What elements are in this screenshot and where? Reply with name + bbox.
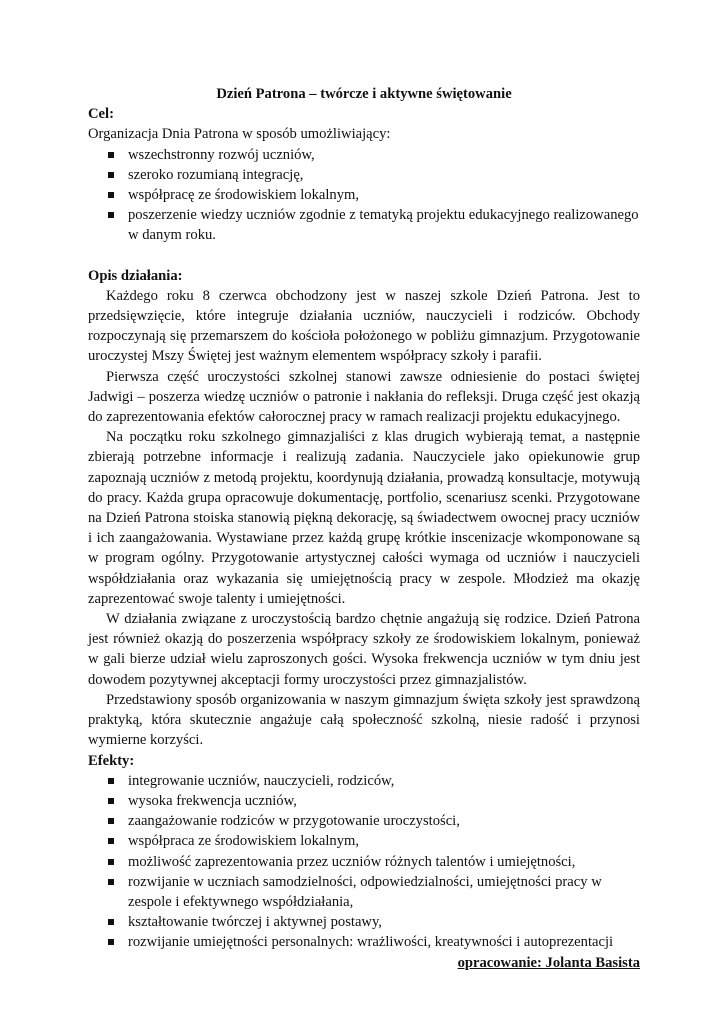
list-item-text: rozwijanie w uczniach samodzielności, odpowiedzialności, umiejętności pracy w zespole i efektywnego współdziałania, (128, 873, 602, 910)
cel-heading: Cel: (88, 106, 114, 123)
list-item (88, 791, 640, 811)
list-item-text: szeroko rozumianą integrację, (128, 166, 304, 183)
efekty-list (88, 771, 640, 953)
list-item-text: możliwość zaprezentowania przez uczniów różnych talentów i umiejętności, (128, 853, 576, 870)
list-item-text: kształtowanie twórczej i aktywnej postawy, (128, 914, 382, 931)
cel-intro: Organizacja Dnia Patrona w sposób umożliwiający: (88, 126, 391, 143)
document-page (88, 84, 640, 973)
opis-paragraph-3: Na początku roku szkolnego gimnazjaliści z klas drugich wybierają temat, a następnie zbierają potrzebne informacje i realizują zadania. Nauczyciele jako opiekunowie grup zapoznają uczniów z metodą projektu, koordynują działania, prowadzą konsultacje, motywują do pracy. Każda grupa opracowuje dokumentację, portfolio, scenariusz scenki. Przygotowane na Dzień Patrona stoiska stanowią piękną dekorację, są świadectwem owocnej pracy uczniów i ich zaangażowania. Wystawiane przez każdą grupę krótkie inscenizacje wkomponowane są w program ogólny. Przygotowanie artystycznej całości wymaga od uczniów i nauczycieli współdziałania oraz wykazania się umiejętnością pracy w zespole. Młodzież ma okazję zaprezentować swoje talenty i umiejętności. (88, 429, 640, 607)
list-item (88, 811, 640, 831)
list-item-text: współpraca ze środowiskiem lokalnym, (128, 833, 360, 850)
list-item (88, 872, 640, 912)
author-signature: opracowanie: Jolanta Basista (457, 954, 640, 971)
bullet-icon (108, 798, 114, 804)
efekty-heading: Efekty: (88, 752, 135, 769)
opis-paragraph-2: Pierwsza część uroczystości szkolnej stanowi zawsze odniesienie do postaci świętej Jadwigi – poszerza wiedzę uczniów o patronie i nakłania do refleksji. Druga część jest okazją do zaprezentowania efektów całorocznej pracy w ramach realizacji projektu edukacyjnego. (88, 368, 640, 426)
list-item-text: zaangażowanie rodziców w przygotowanie uroczystości, (128, 813, 460, 830)
list-item (88, 912, 640, 932)
list-item (88, 205, 640, 245)
bullet-icon (108, 212, 114, 218)
list-item-text: poszerzenie wiedzy uczniów zgodnie z tematyką projektu edukacyjnego realizowanego w danym roku. (128, 207, 639, 244)
list-item (88, 145, 640, 165)
bullet-icon (108, 818, 114, 824)
document-title: Dzień Patrona – twórcze i aktywne świętowanie (216, 86, 512, 102)
bullet-icon (108, 859, 114, 865)
bullet-icon (108, 778, 114, 784)
list-item-text: współpracę ze środowiskiem lokalnym, (128, 187, 360, 204)
list-item (88, 771, 640, 791)
opis-paragraph-1: Każdego roku 8 czerwca obchodzony jest w naszej szkole Dzień Patrona. Jest to przedsięwzięcie, które integruje działania uczniów, nauczycieli i rodziców. Obchody rozpoczynają się przemarszem do kościoła położonego w pobliżu gimnazjum. Przygotowanie uroczystej Mszy Świętej jest ważnym elementem współpracy szkoły i parafii. (88, 287, 640, 365)
list-item (88, 852, 640, 872)
bullet-icon (108, 172, 114, 178)
bullet-icon (108, 838, 114, 844)
opis-paragraph-5: Przedstawiony sposób organizowania w naszym gimnazjum święta szkoły jest sprawdzoną praktyką, która skutecznie angażuje całą społeczność szkolną, niesie radość i przynosi wymierne korzyści. (88, 691, 640, 749)
list-item-text: wszechstronny rozwój uczniów, (128, 146, 315, 163)
bullet-icon (108, 919, 114, 925)
list-item-text: integrowanie uczniów, nauczycieli, rodziców, (128, 772, 395, 789)
bullet-icon (108, 939, 114, 945)
list-item (88, 932, 640, 952)
list-item (88, 185, 640, 205)
bullet-icon (108, 879, 114, 885)
list-item-text: rozwijanie umiejętności personalnych: wrażliwości, kreatywności i autoprezentacji (128, 934, 614, 951)
bullet-icon (108, 152, 114, 158)
opis-paragraph-4: W działania związane z uroczystością bardzo chętnie angażują się rodzice. Dzień Patrona jest również okazją do poszerzenia współpracy szkoły ze środowiskiem lokalnym, ponieważ w gali bierze udział wielu zaproszonych gości. Wysoka frekwencja uczniów w tym dniu jest dowodem pozytywnej akceptacji formy uroczystości przez gimnazjalistów. (88, 611, 640, 688)
cel-list (88, 145, 640, 246)
list-item (88, 831, 640, 851)
bullet-icon (108, 192, 114, 198)
opis-heading: Opis działania: (88, 267, 183, 284)
list-item-text: wysoka frekwencja uczniów, (128, 792, 297, 809)
list-item (88, 165, 640, 185)
